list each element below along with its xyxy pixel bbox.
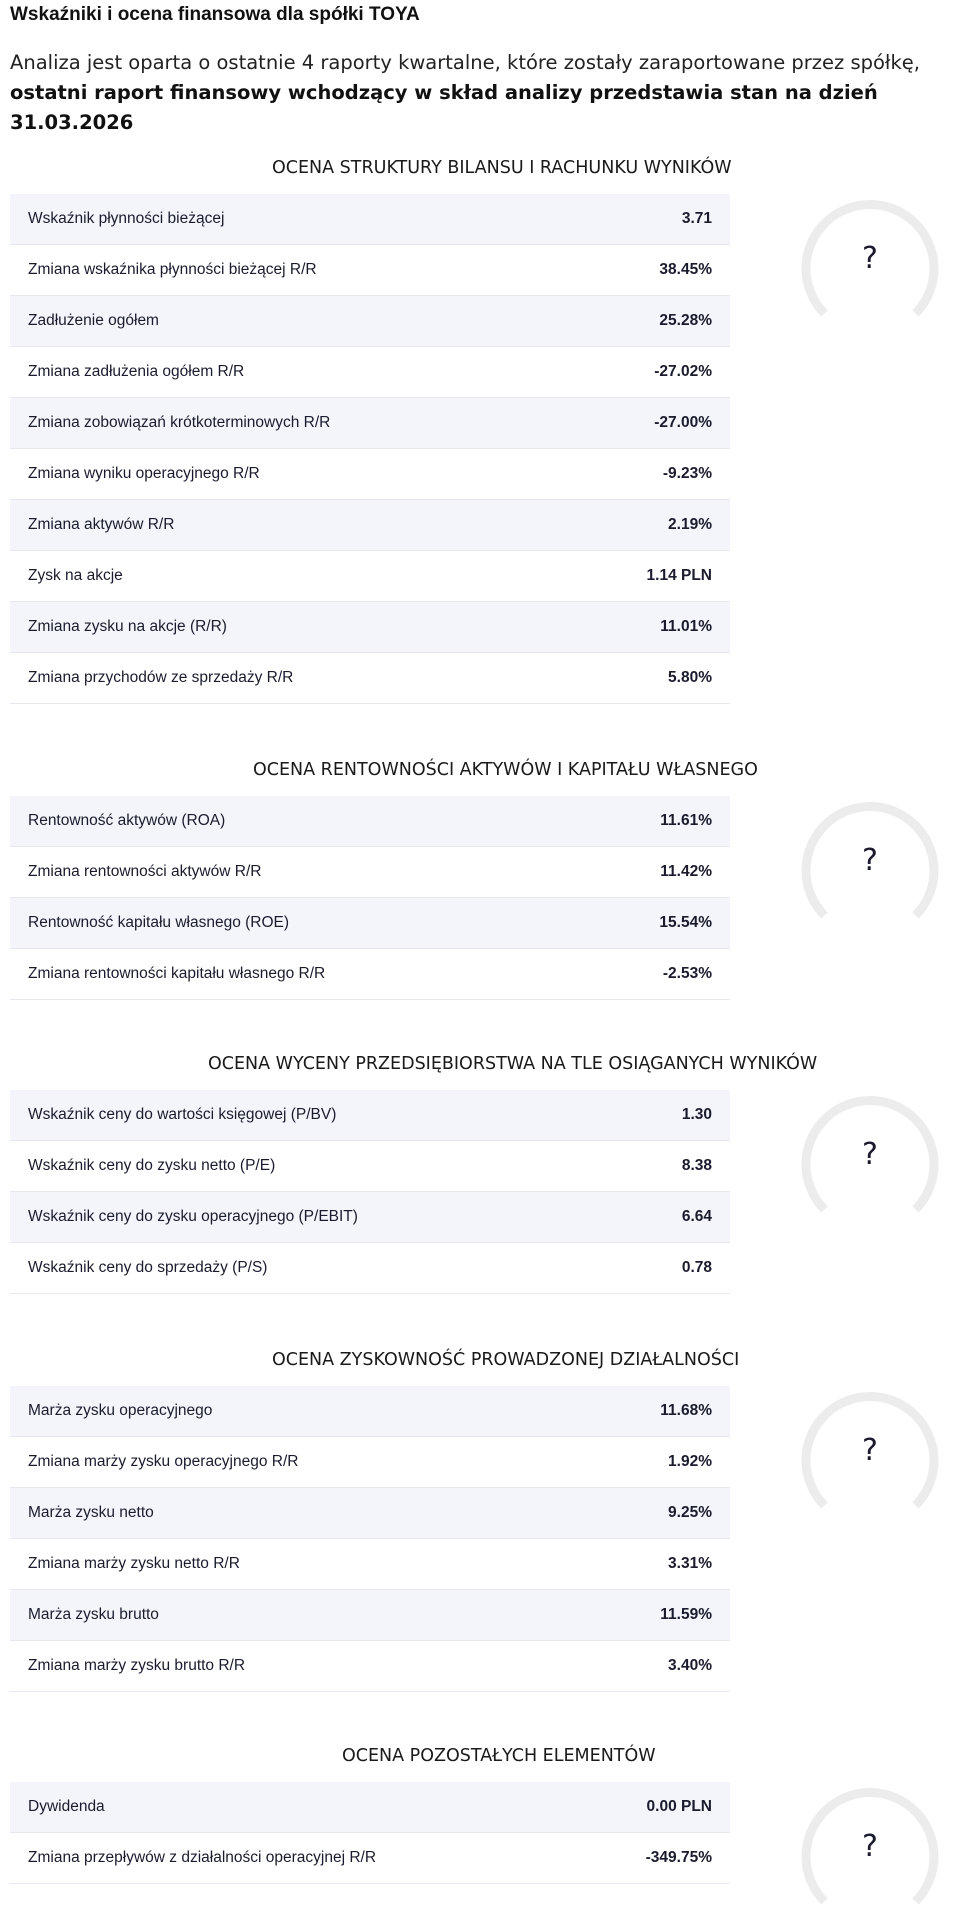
metric-value: -9.23% [662,465,712,482]
rating-gauge [796,193,944,341]
page-title: Wskaźniki i ocena finansowa dla spółki TOYA [10,4,420,25]
section-title: OCENA POZOSTAŁYCH ELEMENTÓW [342,1746,656,1766]
metric-label: Rentowność aktywów (ROA) [28,812,226,829]
table-row [10,602,730,653]
section-business-profitability [10,1345,944,1702]
table-row [10,194,730,245]
metrics-table [10,194,730,704]
metric-label: Zmiana marży zysku operacyjnego R/R [28,1453,299,1470]
metric-value: -2.53% [662,965,712,982]
metric-label: Marża zysku netto [28,1504,154,1521]
metrics-table [10,1386,730,1692]
rating-gauge [796,1089,944,1237]
gauge-unknown-symbol: ? [862,240,878,276]
metric-label: Zmiana przychodów ze sprzedaży R/R [28,669,294,686]
metric-label: Marża zysku brutto [28,1606,159,1623]
metric-label: Zmiana zobowiązań krótkoterminowych R/R [28,414,331,431]
table-row [10,1141,730,1192]
metric-value: 1.92% [668,1453,712,1470]
table-row [10,1833,730,1884]
gauge-unknown-symbol: ? [862,1136,878,1172]
metric-label: Zmiana wyniku operacyjnego R/R [28,465,260,482]
section-valuation [10,1049,944,1304]
table-row [10,245,730,296]
table-row [10,551,730,602]
table-row [10,347,730,398]
section-title: OCENA WYCENY PRZEDSIĘBIORSTWA NA TLE OSIĄGANYCH WYNIKÓW [208,1054,818,1074]
table-row [10,1782,730,1833]
table-row [10,1437,730,1488]
metric-value: 8.38 [681,1157,712,1174]
metric-value: 11.68% [660,1402,712,1419]
metrics-table [10,1782,730,1884]
table-row [10,898,730,949]
metric-value: 11.01% [660,618,712,635]
table-row [10,653,730,704]
table-row [10,296,730,347]
metric-label: Zysk na akcje [28,567,123,584]
metric-label: Zmiana marży zysku brutto R/R [28,1657,246,1674]
metric-value: 0.78 [681,1259,712,1276]
metric-value: 2.19% [668,516,712,533]
metric-value: -27.00% [654,414,712,431]
table-row [10,1539,730,1590]
intro-bold-text: ostatni raport finansowy wchodzący w skład analizy przedstawia stan na dzień 31.03.2026 [10,81,878,134]
table-row [10,1386,730,1437]
metric-value: 11.61% [660,812,712,829]
rating-gauge [796,1781,944,1929]
metric-value: 3.31% [668,1555,712,1572]
table-row [10,398,730,449]
metric-value: 38.45% [659,261,712,278]
metric-value: 15.54% [659,914,712,931]
rating-gauge [796,795,944,943]
metric-label: Wskaźnik płynności bieżącej [28,210,225,227]
table-row [10,1243,730,1294]
metrics-table [10,1090,730,1294]
table-row [10,500,730,551]
metrics-table [10,796,730,1000]
table-row [10,1641,730,1692]
metric-label: Zmiana zadłużenia ogółem R/R [28,363,245,380]
metric-value: 3.71 [681,210,712,227]
metric-value: -349.75% [645,1849,712,1866]
metric-label: Wskaźnik ceny do wartości księgowej (P/BV) [28,1106,337,1123]
metric-value: 6.64 [681,1208,712,1225]
metric-label: Wskaźnik ceny do sprzedaży (P/S) [28,1259,268,1276]
table-row [10,1590,730,1641]
metric-label: Zmiana marży zysku netto R/R [28,1555,240,1572]
metric-value: 1.14 PLN [646,567,712,584]
metric-label: Zadłużenie ogółem [28,312,159,329]
metric-label: Wskaźnik ceny do zysku netto (P/E) [28,1157,276,1174]
table-row [10,847,730,898]
metric-value: 25.28% [659,312,712,329]
section-title: OCENA STRUKTURY BILANSU I RACHUNKU WYNIKÓW [272,158,732,178]
section-other-elements [10,1741,944,1894]
table-row [10,1192,730,1243]
metric-label: Dywidenda [28,1798,105,1815]
metric-label: Zmiana rentowności aktywów R/R [28,863,262,880]
metric-label: Zmiana aktywów R/R [28,516,175,533]
table-row [10,949,730,1000]
metric-label: Zmiana rentowności kapitału własnego R/R [28,965,326,982]
intro-normal-text: Analiza jest oparta o ostatnie 4 raporty kwartalne, które zostały zaraportowane przez spółkę, [10,51,920,74]
intro-text [10,48,950,138]
section-balance-structure [10,153,944,714]
table-row [10,796,730,847]
metric-value: 11.59% [660,1606,712,1623]
metric-label: Zmiana zysku na akcje (R/R) [28,618,227,635]
metric-value: 0.00 PLN [646,1798,712,1815]
metric-value: 1.30 [681,1106,712,1123]
metric-value: 3.40% [668,1657,712,1674]
section-title: OCENA RENTOWNOŚCI AKTYWÓW I KAPITAŁU WŁASNEGO [253,760,758,780]
rating-gauge [796,1385,944,1533]
table-row [10,1090,730,1141]
metric-label: Rentowność kapitału własnego (ROE) [28,914,290,931]
metric-label: Zmiana przepływów z działalności operacyjnej R/R [28,1849,377,1866]
gauge-unknown-symbol: ? [862,1432,878,1468]
metric-value: 9.25% [668,1504,712,1521]
table-row [10,449,730,500]
gauge-unknown-symbol: ? [862,842,878,878]
metric-value: -27.02% [654,363,712,380]
metric-value: 5.80% [668,669,712,686]
metric-label: Marża zysku operacyjnego [28,1402,213,1419]
section-profitability-assets [10,755,944,1010]
table-row [10,1488,730,1539]
metric-label: Zmiana wskaźnika płynności bieżącej R/R [28,261,317,278]
metric-label: Wskaźnik ceny do zysku operacyjnego (P/EBIT) [28,1208,358,1225]
section-title: OCENA ZYSKOWNOŚĆ PROWADZONEJ DZIAŁALNOŚCI [272,1350,740,1370]
gauge-unknown-symbol: ? [862,1828,878,1864]
metric-value: 11.42% [660,863,712,880]
